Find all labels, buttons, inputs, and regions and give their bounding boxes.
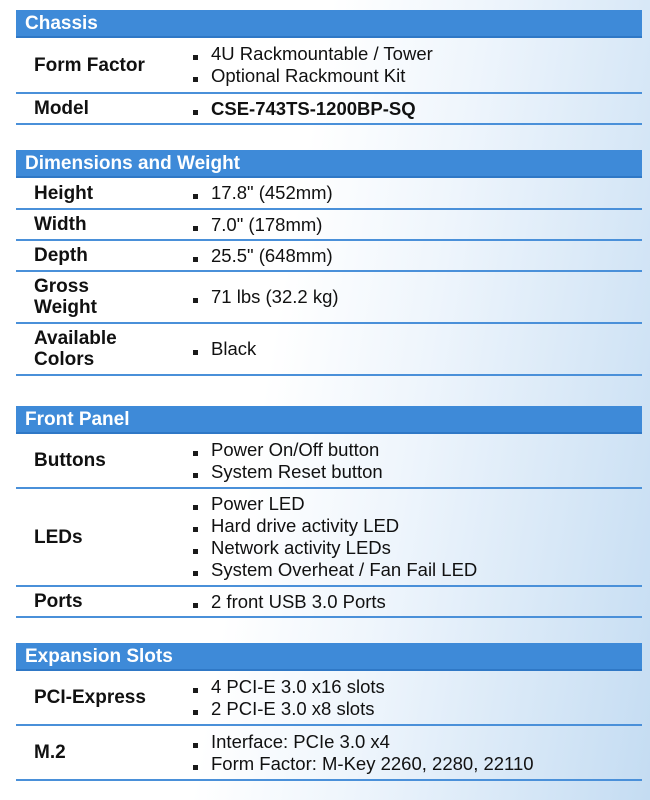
spec-value-item [192, 286, 642, 308]
bullet-icon [193, 710, 198, 715]
bullet-icon [193, 571, 198, 576]
spec-row-buttons [16, 434, 642, 489]
spec-value-item [192, 214, 642, 236]
spec-value-text: 4 PCI-E 3.0 x16 slots [211, 675, 385, 697]
spec-value-item [192, 537, 642, 559]
spec-value-text: 7.0" (178mm) [211, 213, 323, 235]
spec-value-item [192, 461, 642, 483]
spec-value-item [192, 98, 642, 120]
spec-values [192, 493, 642, 581]
spec-label: Ports [34, 591, 83, 612]
bullet-icon [193, 298, 198, 303]
spec-label: Width [34, 214, 87, 235]
section-dimensions-weight [16, 150, 642, 376]
spec-value-text: Power On/Off button [211, 438, 380, 460]
spec-value-item [192, 753, 642, 775]
spec-label: M.2 [34, 742, 66, 763]
spec-label: Height [34, 182, 94, 204]
spec-row-m2 [16, 726, 642, 781]
spec-value-text: Power LED [211, 493, 305, 514]
spec-row-pci-express [16, 671, 642, 726]
spec-value-text: Form Factor: M-Key 2260, 2280, 22110 [211, 752, 534, 774]
spec-row-height [16, 178, 642, 210]
spec-values [192, 338, 642, 360]
spec-value-item [192, 559, 642, 581]
spec-label: Depth [34, 245, 88, 266]
bullet-icon [193, 77, 198, 82]
spec-label: LEDs [34, 526, 83, 548]
spec-value-text: 4U Rackmountable / Tower [211, 43, 433, 64]
spec-values [192, 286, 642, 308]
spec-value-item [192, 245, 642, 267]
spec-values [192, 731, 642, 775]
spec-values [192, 214, 642, 236]
spec-value-item [192, 698, 642, 720]
section-expansion-slots [16, 643, 642, 781]
spec-value-item [192, 731, 642, 753]
spec-value-text: System Overheat / Fan Fail LED [211, 559, 478, 580]
bullet-icon [193, 603, 198, 608]
spec-values [192, 245, 642, 267]
spec-value-item [192, 676, 642, 698]
spec-label: Available Colors [34, 328, 117, 370]
spec-values [192, 43, 642, 87]
spec-label: Gross Weight [34, 276, 97, 318]
bullet-icon [193, 765, 198, 770]
spec-row-model [16, 94, 642, 125]
spec-values [192, 676, 642, 720]
section-chassis [16, 10, 642, 125]
bullet-icon [193, 505, 198, 510]
spec-value-text: 2 PCI-E 3.0 x8 slots [211, 697, 375, 719]
section-title: Front Panel [16, 406, 642, 434]
bullet-icon [193, 350, 198, 355]
bullet-icon [193, 743, 198, 748]
spec-value-text: Optional Rackmount Kit [211, 65, 406, 86]
section-title: Dimensions and Weight [16, 150, 642, 178]
spec-value-text: System Reset button [211, 460, 383, 482]
spec-value-text: 25.5" (648mm) [211, 244, 333, 266]
spec-values [192, 182, 642, 204]
spec-value-text: Network activity LEDs [211, 537, 391, 558]
bullet-icon [193, 226, 198, 231]
bullet-icon [193, 549, 198, 554]
bullet-icon [193, 451, 198, 456]
spec-values [192, 439, 642, 483]
bullet-icon [193, 473, 198, 478]
spec-value-item [192, 493, 642, 515]
spec-value-text: 17.8" (452mm) [211, 182, 333, 203]
spec-value-item [192, 182, 642, 204]
spec-row-leds [16, 489, 642, 587]
bullet-icon [193, 110, 198, 115]
section-title: Chassis [16, 10, 642, 38]
bullet-icon [193, 55, 198, 60]
spec-value-text: Interface: PCIe 3.0 x4 [211, 730, 390, 752]
spec-row-form-factor [16, 38, 642, 94]
spec-row-gross-weight [16, 272, 642, 324]
spec-label: PCI-Express [34, 687, 146, 708]
section-title: Expansion Slots [16, 643, 642, 671]
spec-value-item [192, 43, 642, 65]
section-front-panel [16, 406, 642, 618]
spec-value-text: Black [211, 338, 257, 359]
spec-row-available-colors [16, 324, 642, 376]
spec-values [192, 591, 642, 613]
spec-label: Form Factor [34, 54, 145, 76]
spec-value-item [192, 338, 642, 360]
spec-value-item [192, 439, 642, 461]
spec-values [192, 98, 642, 120]
spec-row-ports [16, 587, 642, 618]
spec-row-depth [16, 241, 642, 272]
spec-value-item [192, 65, 642, 87]
spec-label: Model [34, 98, 89, 119]
spec-value-text: 2 front USB 3.0 Ports [211, 590, 386, 612]
bullet-icon [193, 194, 198, 199]
spec-value-text: 71 lbs (32.2 kg) [211, 286, 339, 307]
bullet-icon [193, 688, 198, 693]
spec-row-width [16, 210, 642, 241]
bullet-icon [193, 257, 198, 262]
spec-label: Buttons [34, 450, 106, 471]
spec-value-item [192, 591, 642, 613]
spec-value-text: CSE-743TS-1200BP-SQ [211, 97, 416, 119]
spec-value-text: Hard drive activity LED [211, 515, 400, 536]
spec-value-item [192, 515, 642, 537]
bullet-icon [193, 527, 198, 532]
